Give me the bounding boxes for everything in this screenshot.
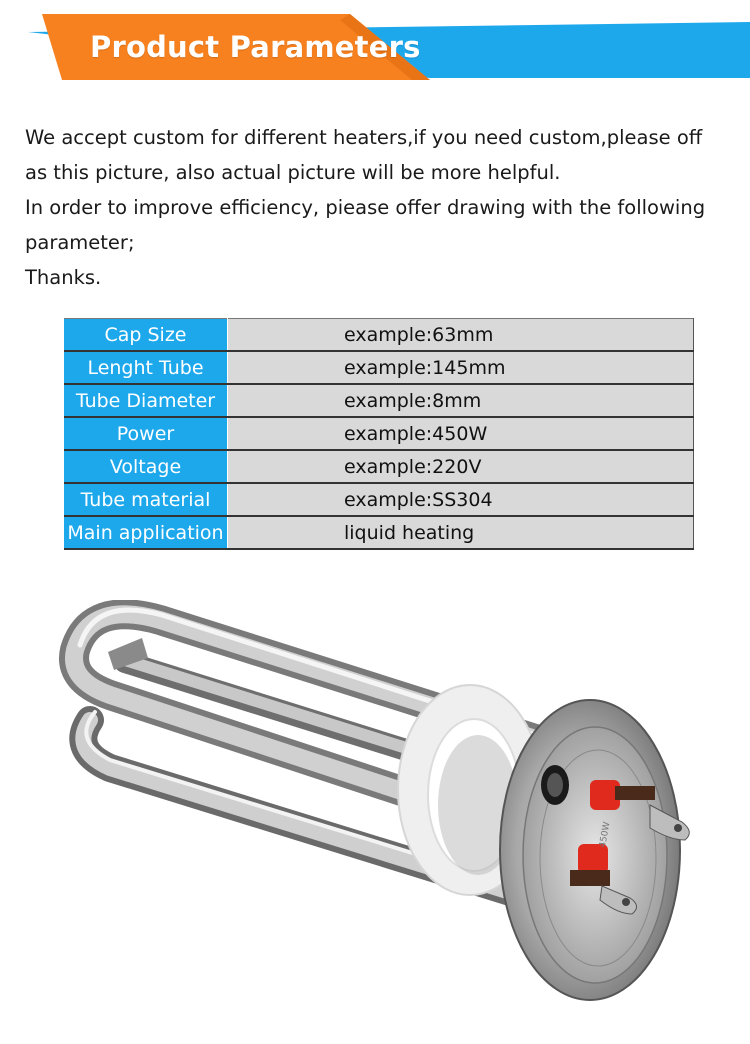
param-label: Tube Diameter [64, 384, 228, 417]
table-row [64, 483, 694, 516]
param-label: Lenght Tube [64, 351, 228, 384]
intro-line: Thanks. [25, 266, 102, 289]
intro-text [25, 120, 740, 295]
table-row [64, 351, 694, 384]
intro-line: parameter; [25, 231, 135, 254]
table-row [64, 450, 694, 483]
param-label: Voltage [64, 450, 228, 483]
param-value: example:8mm [228, 384, 694, 417]
table-row [64, 516, 694, 549]
intro-line: In order to improve efficiency, piease offer drawing with the following [25, 196, 706, 219]
parameter-table [64, 318, 694, 550]
param-value: example:450W [228, 417, 694, 450]
param-value: example:145mm [228, 351, 694, 384]
param-label: Main application [64, 516, 228, 549]
param-value: example:220V [228, 450, 694, 483]
param-value: example:63mm [228, 319, 694, 352]
section-banner [0, 0, 750, 92]
flange-stamp: 450W [598, 821, 613, 849]
param-label: Power [64, 417, 228, 450]
intro-line: as this picture, also actual picture will be more helpful. [25, 161, 561, 184]
table-row [64, 417, 694, 450]
intro-line: We accept custom for different heaters,if you need custom,please off [25, 126, 703, 149]
param-value: example:SS304 [228, 483, 694, 516]
param-value: liquid heating [228, 516, 694, 549]
banner-title: Product Parameters [90, 30, 421, 64]
table-row [64, 384, 694, 417]
param-label: Tube material [64, 483, 228, 516]
water-heater-element-photo [50, 600, 710, 1010]
heater-element-image [50, 600, 710, 1015]
table-row [64, 319, 694, 352]
param-label: Cap Size [64, 319, 228, 352]
